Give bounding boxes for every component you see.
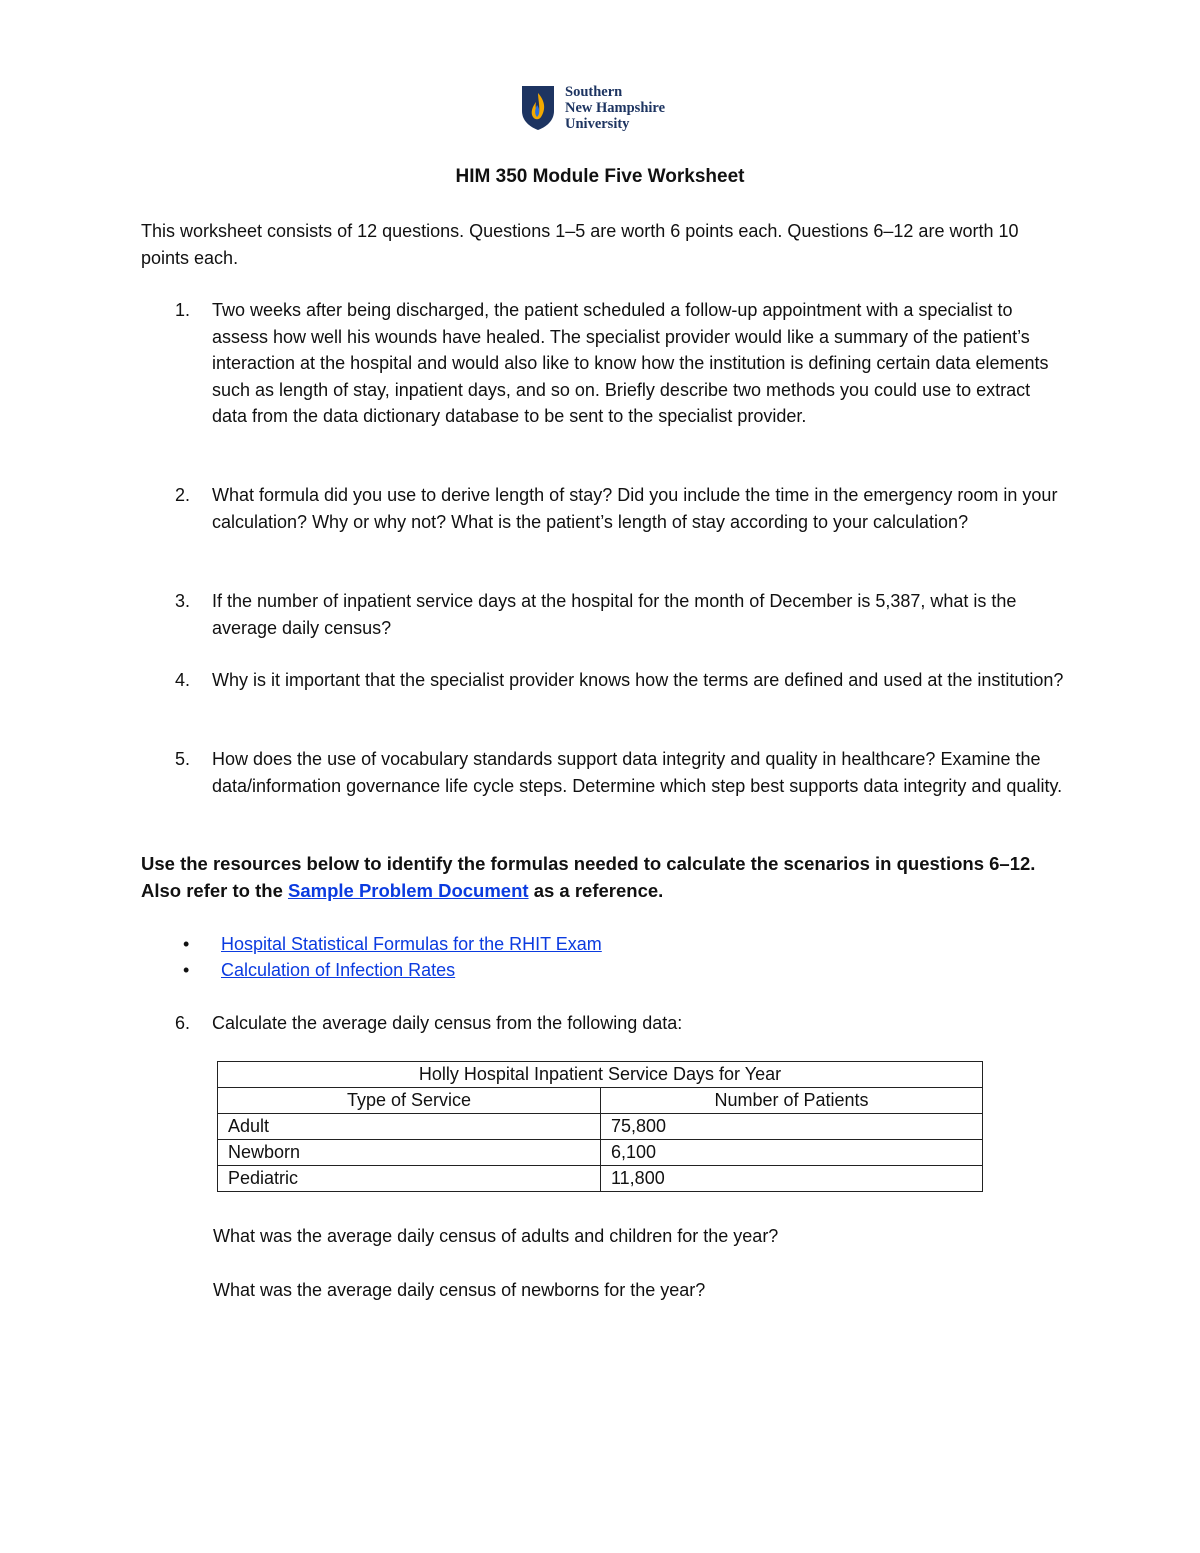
- logo-line-1: Southern: [565, 84, 623, 100]
- table-cell: 11,800: [601, 1166, 983, 1192]
- logo-line-2: New Hampshire: [565, 100, 666, 116]
- resource-links-list: [183, 931, 602, 983]
- sub-question-1: What was the average daily census of adults and children for the year?: [213, 1226, 779, 1246]
- question-3: [175, 588, 1065, 641]
- logo-line-3: University: [565, 116, 630, 132]
- hospital-statistical-formulas-link[interactable]: Hospital Statistical Formulas for the RHIT Exam: [221, 934, 602, 954]
- resources-suffix: as a reference.: [533, 879, 664, 901]
- shield-flame-icon: [521, 85, 555, 131]
- infection-rates-link[interactable]: Calculation of Infection Rates: [221, 960, 456, 980]
- bullet-icon: •: [183, 960, 190, 980]
- question-6: [175, 1010, 1065, 1037]
- university-logo: [521, 84, 665, 132]
- table-cell: Newborn: [218, 1140, 601, 1166]
- list-item: [183, 957, 602, 983]
- question-1: [175, 297, 1065, 430]
- page-title: HIM 350 Module Five Worksheet: [455, 166, 745, 187]
- table-cell: 6,100: [601, 1140, 983, 1166]
- inpatient-service-days-table: [217, 1061, 983, 1192]
- question-text: Why is it important that the specialist provider knows how the terms are defined and used at the institution?: [212, 670, 1064, 690]
- resources-instructions: [141, 851, 1081, 904]
- table-caption-row: [218, 1062, 983, 1088]
- table-row: [218, 1114, 983, 1140]
- table-cell: 75,800: [601, 1114, 983, 1140]
- intro-paragraph: This worksheet consists of 12 questions. Questions 1–5 are worth 6 points each. Questions 6–12 are worth 10 points each.: [141, 221, 1019, 268]
- question-text: How does the use of vocabulary standards support data integrity and quality in healthcare? Examine the data/information governance life cycle steps. Determine which step best supports data integrity and quality.: [212, 749, 1063, 796]
- question-number: 6.: [175, 1013, 191, 1033]
- table-header-row: [218, 1088, 983, 1114]
- resources-line-2: [141, 878, 1081, 905]
- list-item: [183, 931, 602, 957]
- sub-question-2: What was the average daily census of newborns for the year?: [213, 1280, 706, 1300]
- resources-line-1: Use the resources below to identify the formulas needed to calculate the scenarios in questions 6–12.: [141, 853, 1036, 874]
- question-text: What formula did you use to derive length of stay? Did you include the time in the emergency room in your calculation? Why or why not? What is the patient’s length of stay according to your calculation?: [212, 485, 1058, 532]
- question-number: 2.: [175, 485, 191, 505]
- resources-prefix: Also refer to the: [141, 879, 283, 901]
- question-5: [175, 746, 1065, 799]
- column-header: Number of Patients: [601, 1088, 983, 1114]
- table-row: [218, 1166, 983, 1192]
- question-number: 3.: [175, 591, 191, 611]
- table-row: [218, 1140, 983, 1166]
- question-text: If the number of inpatient service days at the hospital for the month of December is 5,387, what is the average daily census?: [212, 591, 1017, 638]
- sample-problem-document-link[interactable]: Sample Problem Document: [288, 879, 529, 901]
- table-cell: Adult: [218, 1114, 601, 1140]
- table-caption: Holly Hospital Inpatient Service Days for Year: [218, 1062, 983, 1088]
- question-number: 4.: [175, 670, 191, 690]
- column-header: Type of Service: [218, 1088, 601, 1114]
- bullet-icon: •: [183, 934, 190, 954]
- question-2: [175, 482, 1065, 535]
- logo-wordmark: [565, 84, 665, 132]
- question-4: [175, 667, 1065, 694]
- question-text: Two weeks after being discharged, the patient scheduled a follow-up appointment with a specialist to assess how well his wounds have healed. The specialist provider would like a summary of the patient’s interaction at the hospital and would also like to know how the institution is defining certain data elements such as length of stay, inpatient days, and so on. Briefly describe two methods you could use to extract data from the data dictionary database to be sent to the specialist provider.: [212, 300, 1049, 426]
- question-number: 5.: [175, 749, 191, 769]
- question-number: 1.: [175, 300, 191, 320]
- question-text: Calculate the average daily census from the following data:: [212, 1013, 683, 1033]
- table-cell: Pediatric: [218, 1166, 601, 1192]
